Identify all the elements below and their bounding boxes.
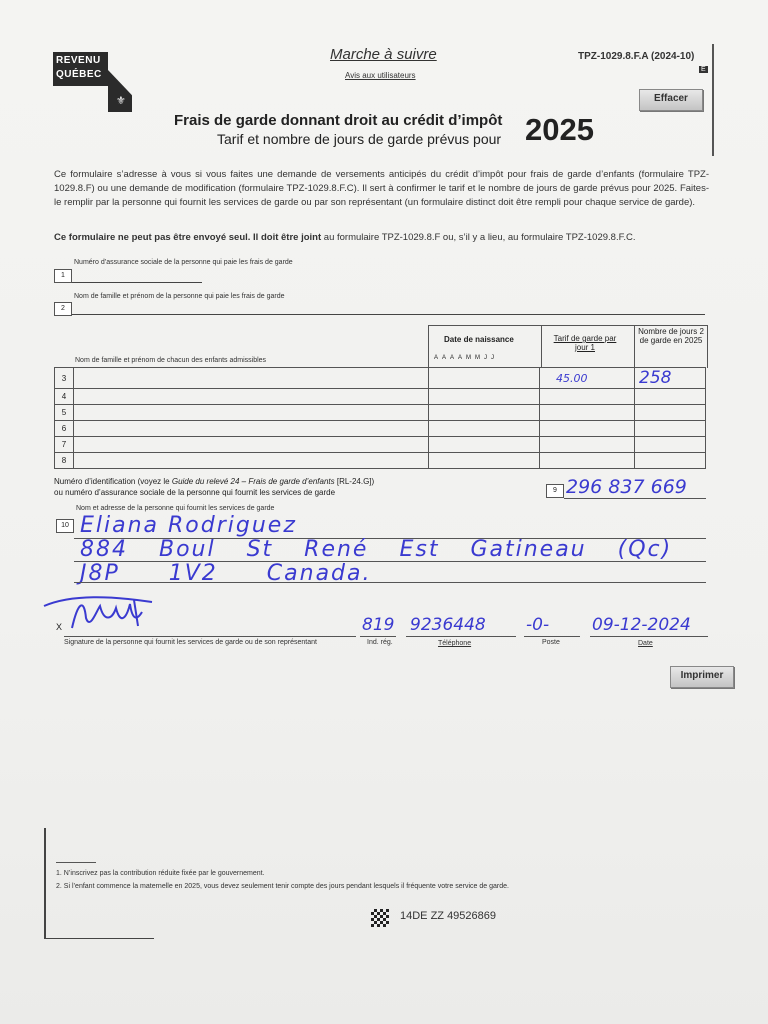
field2-label: Nom de famille et prénom de la personne qui paie les frais de garde — [74, 293, 285, 300]
signature-image — [42, 592, 162, 636]
footnote-2: 2. Si l’enfant commence la maternelle en 2025, vous devez seulement tenir compte des jours pendant lesquels il fréquente votre service de garde. — [56, 883, 509, 890]
phone-line — [406, 636, 516, 637]
ext-label: Poste — [542, 639, 560, 646]
rate-cell[interactable]: 45.00 — [540, 368, 635, 389]
area-code-label: Ind. rég. — [367, 639, 393, 646]
field1-number: 1 — [54, 269, 72, 283]
form-year: 2025 — [525, 112, 594, 147]
field10-label: Nom et adresse de la personne qui fournit les services de garde — [76, 505, 275, 512]
days-header-box — [634, 325, 708, 368]
footer-hr — [44, 938, 154, 939]
form-number: TPZ-1029.8.F.A (2024-10) — [578, 51, 695, 62]
field1-label: Numéro d’assurance sociale de la personne qui paie les frais de garde — [74, 259, 293, 266]
clear-button[interactable]: Effacer — [639, 89, 703, 111]
footnote-rule — [56, 862, 96, 863]
revenu-quebec-logo: REVENU QUÉBEC — [53, 52, 108, 86]
provider-name-value[interactable]: Eliana Rodriguez — [80, 513, 297, 538]
dob-cell[interactable] — [429, 368, 540, 389]
signature-line — [64, 636, 356, 637]
provider-city-value[interactable]: J8P 1V2 Canada. — [80, 561, 372, 586]
children-table — [54, 367, 706, 469]
table-row: 5 — [55, 405, 706, 421]
ext-line — [524, 636, 580, 637]
rate-header: Tarif de garde par jour 1 — [553, 334, 617, 352]
sin-payer-input[interactable] — [72, 270, 202, 283]
field9-number: 9 — [546, 484, 564, 498]
intro-paragraph: Ce formulaire s’adresse à vous si vous faites une demande de versements anticipés du crédit d’impôt pour frais de garde d’enfants (formulaire TPZ-1029.8.F) ou une demande de modification (formulaire TPZ-1029.8.F.C). Il sert à confirmer le tarif et le nombre de jours de garde prévus pour 2025. Faites-le remplir par la personne qui fournit les services de garde ou par son représentant (un formulaire distinct doit être rempli pour chaque service de garde). — [54, 169, 709, 208]
marche-a-suivre-link[interactable]: Marche à suivre — [330, 46, 437, 63]
table-row: 7 — [55, 437, 706, 453]
children-label: Nom de famille et prénom de chacun des enfants admissibles — [75, 357, 267, 364]
dob-format: AAAAMMJJ — [434, 355, 499, 361]
barcode-icon — [371, 909, 389, 927]
footer-rule — [44, 828, 46, 938]
field2-number: 2 — [54, 302, 72, 316]
phone-label: Téléphone — [438, 640, 472, 647]
date-line — [590, 636, 708, 637]
ext-value[interactable]: -0- — [526, 615, 550, 635]
dob-header: Date de naissance — [444, 335, 514, 344]
table-row: 4 — [55, 389, 706, 405]
barcode-text: 14DE ZZ 49526869 — [400, 910, 497, 922]
fleur-de-lis-icon: ⚜ — [116, 95, 126, 107]
language-badge: E — [701, 66, 706, 73]
rate-header-box — [540, 325, 634, 368]
signature-x: X — [56, 622, 63, 632]
provider-address-value[interactable]: 884 Boul St René Est Gatineau (Qc) — [80, 537, 673, 562]
provider-id-value[interactable]: 296 837 669 — [566, 476, 687, 498]
area-code-line — [360, 636, 396, 637]
field9-label: Numéro d’identification (voyez le Guide du relevé 24 – Frais de garde d’enfants [RL-24.G]) ou numéro d’assurance sociale de la personne qui fournit les services de garde — [54, 477, 375, 497]
header-divider — [712, 44, 714, 156]
form-subtitle: Tarif et nombre de jours de garde prévus pour — [217, 131, 502, 147]
table-row: 8 — [55, 453, 706, 469]
warning-paragraph: Ce formulaire ne peut pas être envoyé seul. Il doit être joint au formulaire TPZ-1029.8.F ou, s’il y a lieu, au formulaire TPZ-1029.8.F.C. — [54, 232, 636, 243]
dob-header-box — [428, 325, 542, 368]
payer-name-input[interactable] — [72, 314, 705, 315]
days-cell[interactable]: 258 — [635, 368, 706, 389]
date-label: Date — [638, 640, 653, 647]
signature-label: Signature de la personne qui fournit les services de garde ou de son représentant — [64, 639, 317, 646]
avis-link[interactable]: Avis aux utilisateurs — [345, 71, 416, 80]
date-value[interactable]: 09-12-2024 — [592, 615, 691, 635]
table-row: 6 — [55, 421, 706, 437]
address-line3 — [74, 582, 706, 583]
print-button[interactable]: Imprimer — [670, 666, 734, 688]
child-name-cell[interactable] — [74, 368, 429, 389]
phone-value[interactable]: 9236448 — [410, 615, 486, 635]
days-header: Nombre de jours 2 de garde en 2025 — [638, 327, 704, 345]
area-code-value[interactable]: 819 — [362, 615, 395, 635]
field10-number: 10 — [56, 519, 74, 533]
table-row: 3 45.00 258 — [55, 368, 706, 389]
form-title: Frais de garde donnant droit au crédit d’impôt — [174, 112, 503, 129]
footnote-1: 1. N’inscrivez pas la contribution réduite fixée par le gouvernement. — [56, 870, 265, 877]
provider-id-line — [564, 498, 706, 499]
